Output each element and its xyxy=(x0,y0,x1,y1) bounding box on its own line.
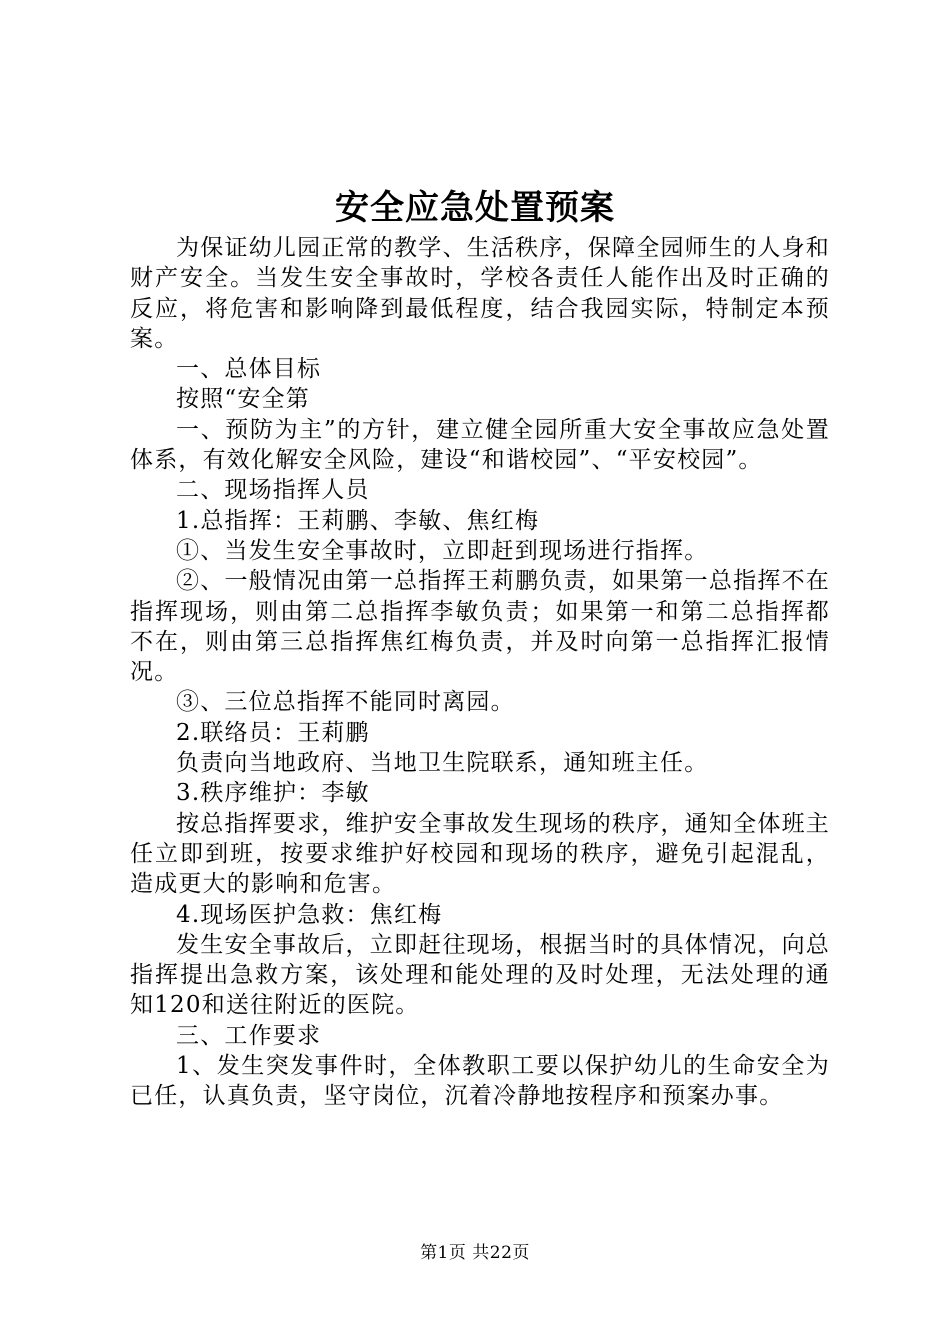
paragraph: ③、三位总指挥不能同时离园。 xyxy=(176,689,515,716)
section-heading-overall-goal: 一、总体目标 xyxy=(176,356,322,383)
section-heading-command-staff: 二、现场指挥人员 xyxy=(176,477,370,504)
paragraph: 1.总指挥：王莉鹏、李敏、焦红梅 xyxy=(176,507,540,534)
paragraph: 按照“安全第 xyxy=(176,386,310,413)
paragraph: 按总指挥要求，维护安全事故发生现场的秩序，通知全体班主任立即到班，按要求维护好校园和现场的秩序，避免引起混乱，造成更大的影响和危害。 xyxy=(130,810,830,898)
paragraph: 2.联络员：王莉鹏 xyxy=(176,719,370,746)
page-title: 安全应急处置预案 xyxy=(335,188,615,228)
document-body xyxy=(130,233,830,1112)
page-number: 第1页 共22页 xyxy=(420,1243,530,1263)
paragraph: 3.秩序维护：李敏 xyxy=(176,780,370,807)
paragraph: 4.现场医护急救：焦红梅 xyxy=(176,901,443,928)
paragraph: 发生安全事故后，立即赶往现场，根据当时的具体情况，向总指挥提出急救方案，该处理和能处理的及时处理，无法处理的通知120和送往附近的医院。 xyxy=(130,931,830,1019)
paragraph: 一、预防为主”的方针，建立健全园所重大安全事故应急处置体系，有效化解安全风险，建设“和谐校园”、“平安校园”。 xyxy=(130,416,830,474)
paragraph: 1、发生突发事件时，全体教职工要以保护幼儿的生命安全为已任，认真负责，坚守岗位，沉着冷静地按程序和预案办事。 xyxy=(130,1053,830,1110)
paragraph: ②、一般情况由第一总指挥王莉鹏负责，如果第一总指挥不在指挥现场，则由第二总指挥李敏负责；如果第一和第二总指挥都不在，则由第三总指挥焦红梅负责，并及时向第一总指挥汇报情况。 xyxy=(130,568,830,686)
paragraph: 负责向当地政府、当地卫生院联系，通知班主任。 xyxy=(176,750,709,777)
paragraph: ①、当发生安全事故时，立即赶到现场进行指挥。 xyxy=(176,537,709,564)
paragraph-intro: 为保证幼儿园正常的教学、生活秩序，保障全园师生的人身和财产安全。当发生安全事故时，学校各责任人能作出及时正确的反应，将危害和影响降到最低程度，结合我园实际，特制定本预案。 xyxy=(130,235,830,352)
section-heading-work-requirements: 三、工作要求 xyxy=(176,1022,322,1049)
